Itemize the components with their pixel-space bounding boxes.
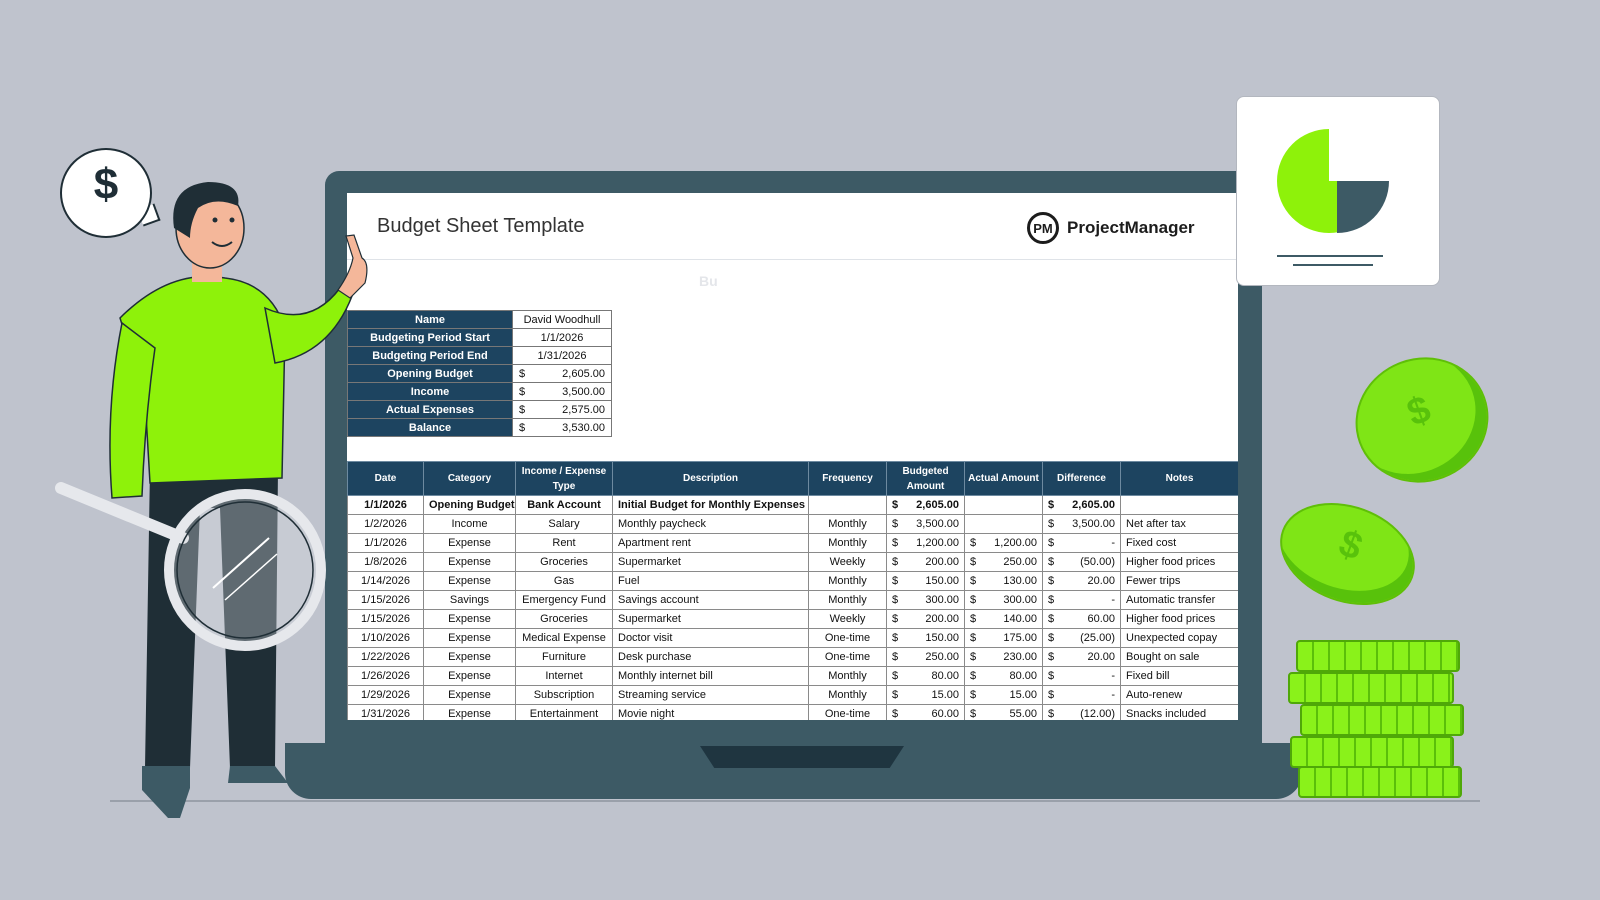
cell-actual[interactable]: [965, 667, 1043, 686]
cell-category[interactable]: Opening Budget: [424, 496, 516, 515]
cell-type[interactable]: Gas: [516, 572, 613, 591]
currency-symbol: $: [892, 670, 899, 682]
cell-type[interactable]: Subscription: [516, 686, 613, 705]
cell-difference[interactable]: [1043, 496, 1121, 515]
cell-category[interactable]: Expense: [424, 686, 516, 705]
brand[interactable]: [1027, 211, 1195, 245]
currency-symbol: $: [892, 632, 899, 644]
card-line: [1293, 264, 1373, 266]
currency-symbol: $: [1048, 632, 1055, 644]
table-row[interactable]: [348, 553, 1239, 572]
cell-category[interactable]: Expense: [424, 629, 516, 648]
cell-category[interactable]: Income: [424, 515, 516, 534]
amount: 1,200.00: [916, 537, 959, 549]
info-label: Budgeting Period End: [348, 347, 513, 365]
currency-symbol: $: [970, 632, 977, 644]
cell-description[interactable]: Fuel: [613, 572, 809, 591]
currency-symbol: $: [892, 499, 899, 511]
cell-date[interactable]: 1/8/2026: [348, 553, 424, 572]
cell-difference[interactable]: [1043, 572, 1121, 591]
cell-actual[interactable]: [965, 591, 1043, 610]
cell-actual[interactable]: [965, 534, 1043, 553]
table-row[interactable]: [348, 572, 1239, 591]
info-label: Income: [348, 383, 513, 401]
amount: 15.00: [931, 689, 959, 701]
coin-stack-icon: [1288, 638, 1464, 798]
cell-description[interactable]: Movie night: [613, 705, 809, 721]
cell-date[interactable]: 1/15/2026: [348, 591, 424, 610]
currency-symbol: $: [519, 385, 526, 398]
cell-notes[interactable]: Fixed cost: [1121, 534, 1239, 553]
currency-symbol: $: [519, 403, 526, 416]
cell-budgeted[interactable]: [887, 705, 965, 721]
column-header[interactable]: Actual Amount: [965, 462, 1043, 496]
info-label: Budgeting Period Start: [348, 329, 513, 347]
amount: 200.00: [925, 556, 959, 568]
cell-category[interactable]: Expense: [424, 667, 516, 686]
cell-actual[interactable]: [965, 705, 1043, 721]
amount: 15.00: [1009, 689, 1037, 701]
currency-symbol: $: [1048, 556, 1055, 568]
info-value[interactable]: 1/1/2026: [513, 329, 612, 347]
table-row[interactable]: [348, 534, 1239, 553]
cell-category[interactable]: Expense: [424, 572, 516, 591]
amount: 55.00: [1009, 708, 1037, 720]
info-value[interactable]: [513, 383, 612, 401]
currency-symbol: $: [1048, 689, 1055, 701]
cell-description[interactable]: Monthly paycheck: [613, 515, 809, 534]
info-value[interactable]: [513, 419, 612, 437]
budget-table: [347, 461, 1238, 720]
cell-category[interactable]: Expense: [424, 648, 516, 667]
card-line: [1277, 255, 1383, 257]
laptop-notch: [700, 746, 904, 768]
amount: 60.00: [931, 708, 959, 720]
currency-symbol: $: [1048, 499, 1055, 511]
cell-frequency[interactable]: Monthly: [809, 515, 887, 534]
cell-actual[interactable]: [965, 515, 1043, 534]
cell-frequency[interactable]: One-time: [809, 629, 887, 648]
currency-symbol: $: [892, 708, 899, 720]
currency-symbol: $: [892, 575, 899, 587]
amount: 3,500.00: [1072, 518, 1115, 530]
amount: 3,530.00: [562, 421, 605, 434]
info-value[interactable]: 1/31/2026: [513, 347, 612, 365]
currency-symbol: $: [1048, 594, 1055, 606]
currency-symbol: $: [970, 708, 977, 720]
magnifying-glass-icon: [55, 478, 335, 668]
cell-date[interactable]: 1/14/2026: [348, 572, 424, 591]
amount: 2,605.00: [916, 499, 959, 511]
amount: 250.00: [1003, 556, 1037, 568]
cell-description[interactable]: Streaming service: [613, 686, 809, 705]
cell-description[interactable]: Apartment rent: [613, 534, 809, 553]
amount: 150.00: [925, 632, 959, 644]
currency-symbol: $: [892, 689, 899, 701]
cell-frequency[interactable]: Weekly: [809, 610, 887, 629]
coin-stack-layer: [1298, 766, 1462, 798]
pie-chart-icon: [1277, 123, 1397, 241]
cell-description[interactable]: Supermarket: [613, 610, 809, 629]
dollar-icon: $: [93, 160, 119, 209]
cell-frequency[interactable]: One-time: [809, 648, 887, 667]
coin-stack-layer: [1288, 672, 1454, 704]
info-value[interactable]: [513, 401, 612, 419]
amount: (12.00): [1080, 708, 1115, 720]
currency-symbol: $: [1048, 575, 1055, 587]
cell-category[interactable]: Expense: [424, 705, 516, 721]
cell-budgeted[interactable]: [887, 515, 965, 534]
cell-type[interactable]: Emergency Fund: [516, 591, 613, 610]
column-header[interactable]: Budgeted Amount: [887, 462, 965, 496]
cell-category[interactable]: Expense: [424, 534, 516, 553]
cell-actual[interactable]: [965, 496, 1043, 515]
currency-symbol: $: [892, 651, 899, 663]
column-header[interactable]: Income / Expense Type: [516, 462, 613, 496]
cell-notes[interactable]: Fixed bill: [1121, 667, 1239, 686]
currency-symbol: $: [519, 367, 526, 380]
cell-notes[interactable]: Automatic transfer: [1121, 591, 1239, 610]
cell-type[interactable]: Salary: [516, 515, 613, 534]
currency-symbol: $: [970, 613, 977, 625]
cell-type[interactable]: Groceries: [516, 553, 613, 572]
currency-symbol: $: [1048, 708, 1055, 720]
cell-budgeted[interactable]: [887, 496, 965, 515]
cell-actual[interactable]: [965, 648, 1043, 667]
cell-date[interactable]: 1/2/2026: [348, 515, 424, 534]
table-row[interactable]: [348, 648, 1239, 667]
info-label: Actual Expenses: [348, 401, 513, 419]
currency-symbol: $: [1048, 613, 1055, 625]
column-header[interactable]: Date: [348, 462, 424, 496]
cell-notes[interactable]: Auto-renew: [1121, 686, 1239, 705]
cell-date[interactable]: 1/31/2026: [348, 705, 424, 721]
amount: -: [1111, 594, 1115, 606]
currency-symbol: $: [970, 670, 977, 682]
amount: -: [1111, 670, 1115, 682]
cell-type[interactable]: Groceries: [516, 610, 613, 629]
amount: 250.00: [925, 651, 959, 663]
amount: 150.00: [925, 575, 959, 587]
cell-type[interactable]: Rent: [516, 534, 613, 553]
amount: 200.00: [925, 613, 959, 625]
cell-date[interactable]: 1/26/2026: [348, 667, 424, 686]
info-label: Name: [348, 311, 513, 329]
table-row[interactable]: [348, 667, 1239, 686]
amount: -: [1111, 537, 1115, 549]
table-row[interactable]: [348, 610, 1239, 629]
cell-type[interactable]: Internet: [516, 667, 613, 686]
cell-difference[interactable]: [1043, 705, 1121, 721]
cell-description[interactable]: Supermarket: [613, 553, 809, 572]
cell-difference[interactable]: [1043, 610, 1121, 629]
cell-type[interactable]: Entertainment: [516, 705, 613, 721]
spreadsheet-screen: [347, 193, 1238, 720]
currency-symbol: $: [1048, 518, 1055, 530]
cell-budgeted[interactable]: [887, 553, 965, 572]
cell-description[interactable]: Desk purchase: [613, 648, 809, 667]
cell-budgeted[interactable]: [887, 534, 965, 553]
cell-category[interactable]: Savings: [424, 591, 516, 610]
cell-category[interactable]: Expense: [424, 553, 516, 572]
column-header[interactable]: Description: [613, 462, 809, 496]
cell-frequency[interactable]: Monthly: [809, 686, 887, 705]
cell-actual[interactable]: [965, 610, 1043, 629]
sheet-header: [347, 193, 1238, 260]
page-title: Budget Sheet Template: [377, 215, 585, 237]
cell-notes[interactable]: Snacks included: [1121, 705, 1239, 721]
currency-symbol: $: [892, 537, 899, 549]
cell-description[interactable]: Monthly internet bill: [613, 667, 809, 686]
cell-difference[interactable]: [1043, 629, 1121, 648]
cell-budgeted[interactable]: [887, 629, 965, 648]
cell-notes[interactable]: Higher food prices: [1121, 610, 1239, 629]
amount: 130.00: [1003, 575, 1037, 587]
cell-budgeted[interactable]: [887, 667, 965, 686]
table-row[interactable]: [348, 629, 1239, 648]
cell-difference[interactable]: [1043, 534, 1121, 553]
cell-actual[interactable]: [965, 629, 1043, 648]
cell-date[interactable]: 1/15/2026: [348, 610, 424, 629]
cell-frequency[interactable]: Weekly: [809, 553, 887, 572]
cell-date[interactable]: 1/1/2026: [348, 496, 424, 515]
amount: 60.00: [1087, 613, 1115, 625]
cell-type[interactable]: Furniture: [516, 648, 613, 667]
info-label: Opening Budget: [348, 365, 513, 383]
cell-frequency[interactable]: Monthly: [809, 591, 887, 610]
cell-date[interactable]: 1/10/2026: [348, 629, 424, 648]
table-row[interactable]: [348, 515, 1239, 534]
table-header-row: [348, 462, 1239, 496]
cell-frequency[interactable]: Monthly: [809, 534, 887, 553]
table-row[interactable]: [348, 686, 1239, 705]
coin-icon: $: [1338, 339, 1506, 501]
amount: 3,500.00: [916, 518, 959, 530]
amount: 20.00: [1087, 575, 1115, 587]
amount: 2,605.00: [562, 367, 605, 380]
cell-type[interactable]: Medical Expense: [516, 629, 613, 648]
faded-title: Bu: [699, 273, 718, 289]
currency-symbol: $: [1048, 537, 1055, 549]
currency-symbol: $: [970, 651, 977, 663]
currency-symbol: $: [1048, 670, 1055, 682]
cell-actual[interactable]: [965, 553, 1043, 572]
cell-type[interactable]: Bank Account: [516, 496, 613, 515]
currency-symbol: $: [970, 575, 977, 587]
cell-description[interactable]: Initial Budget for Monthly Expenses: [613, 496, 809, 515]
cell-date[interactable]: 1/1/2026: [348, 534, 424, 553]
table-row[interactable]: [348, 496, 1239, 515]
column-header[interactable]: Notes: [1121, 462, 1239, 496]
cell-notes[interactable]: Net after tax: [1121, 515, 1239, 534]
amount: 230.00: [1003, 651, 1037, 663]
currency-symbol: $: [892, 613, 899, 625]
currency-symbol: $: [970, 556, 977, 568]
amount: 1,200.00: [994, 537, 1037, 549]
currency-symbol: $: [892, 594, 899, 606]
currency-symbol: $: [970, 689, 977, 701]
column-header[interactable]: Frequency: [809, 462, 887, 496]
currency-symbol: $: [970, 537, 977, 549]
amount: 300.00: [925, 594, 959, 606]
column-header[interactable]: Category: [424, 462, 516, 496]
coin-stack-layer: [1296, 640, 1460, 672]
cell-date[interactable]: 1/22/2026: [348, 648, 424, 667]
amount: -: [1111, 689, 1115, 701]
cell-difference[interactable]: [1043, 515, 1121, 534]
info-value[interactable]: [513, 365, 612, 383]
amount: 3,500.00: [562, 385, 605, 398]
cell-frequency[interactable]: Monthly: [809, 667, 887, 686]
amount: 2,575.00: [562, 403, 605, 416]
cell-category[interactable]: Expense: [424, 610, 516, 629]
cell-budgeted[interactable]: [887, 591, 965, 610]
cell-frequency[interactable]: [809, 496, 887, 515]
cell-frequency[interactable]: One-time: [809, 705, 887, 721]
info-label: Balance: [348, 419, 513, 437]
cell-frequency[interactable]: Monthly: [809, 572, 887, 591]
cell-notes[interactable]: Higher food prices: [1121, 553, 1239, 572]
cell-budgeted[interactable]: [887, 648, 965, 667]
chart-card: [1236, 96, 1440, 286]
cell-difference[interactable]: [1043, 686, 1121, 705]
cell-notes[interactable]: Bought on sale: [1121, 648, 1239, 667]
cell-difference[interactable]: [1043, 553, 1121, 572]
currency-symbol: $: [892, 518, 899, 530]
currency-symbol: $: [1048, 651, 1055, 663]
amount: 80.00: [931, 670, 959, 682]
brand-name: ProjectManager: [1067, 218, 1195, 237]
currency-symbol: $: [892, 556, 899, 568]
cell-budgeted[interactable]: [887, 686, 965, 705]
cell-notes[interactable]: [1121, 496, 1239, 515]
amount: 2,605.00: [1072, 499, 1115, 511]
amount: (50.00): [1080, 556, 1115, 568]
cell-budgeted[interactable]: [887, 572, 965, 591]
table-row[interactable]: [348, 591, 1239, 610]
currency-symbol: $: [519, 421, 526, 434]
cell-actual[interactable]: [965, 572, 1043, 591]
cell-difference[interactable]: [1043, 667, 1121, 686]
info-value[interactable]: David Woodhull: [513, 311, 612, 329]
projectmanager-logo-icon: PM: [1027, 212, 1059, 244]
cell-date[interactable]: 1/29/2026: [348, 686, 424, 705]
cell-description[interactable]: Savings account: [613, 591, 809, 610]
column-header[interactable]: Difference: [1043, 462, 1121, 496]
cell-notes[interactable]: Unexpected copay: [1121, 629, 1239, 648]
cell-difference[interactable]: [1043, 648, 1121, 667]
table-row[interactable]: [348, 705, 1239, 721]
cell-notes[interactable]: Fewer trips: [1121, 572, 1239, 591]
currency-symbol: $: [970, 594, 977, 606]
amount: 175.00: [1003, 632, 1037, 644]
amount: 140.00: [1003, 613, 1037, 625]
cell-budgeted[interactable]: [887, 610, 965, 629]
amount: (25.00): [1080, 632, 1115, 644]
amount: 300.00: [1003, 594, 1037, 606]
coin-stack-layer: [1300, 704, 1464, 736]
cell-description[interactable]: Doctor visit: [613, 629, 809, 648]
coin-icon: $: [1266, 485, 1429, 623]
amount: 80.00: [1009, 670, 1037, 682]
amount: 20.00: [1087, 651, 1115, 663]
coin-stack-layer: [1290, 736, 1454, 768]
cell-difference[interactable]: [1043, 591, 1121, 610]
cell-actual[interactable]: [965, 686, 1043, 705]
